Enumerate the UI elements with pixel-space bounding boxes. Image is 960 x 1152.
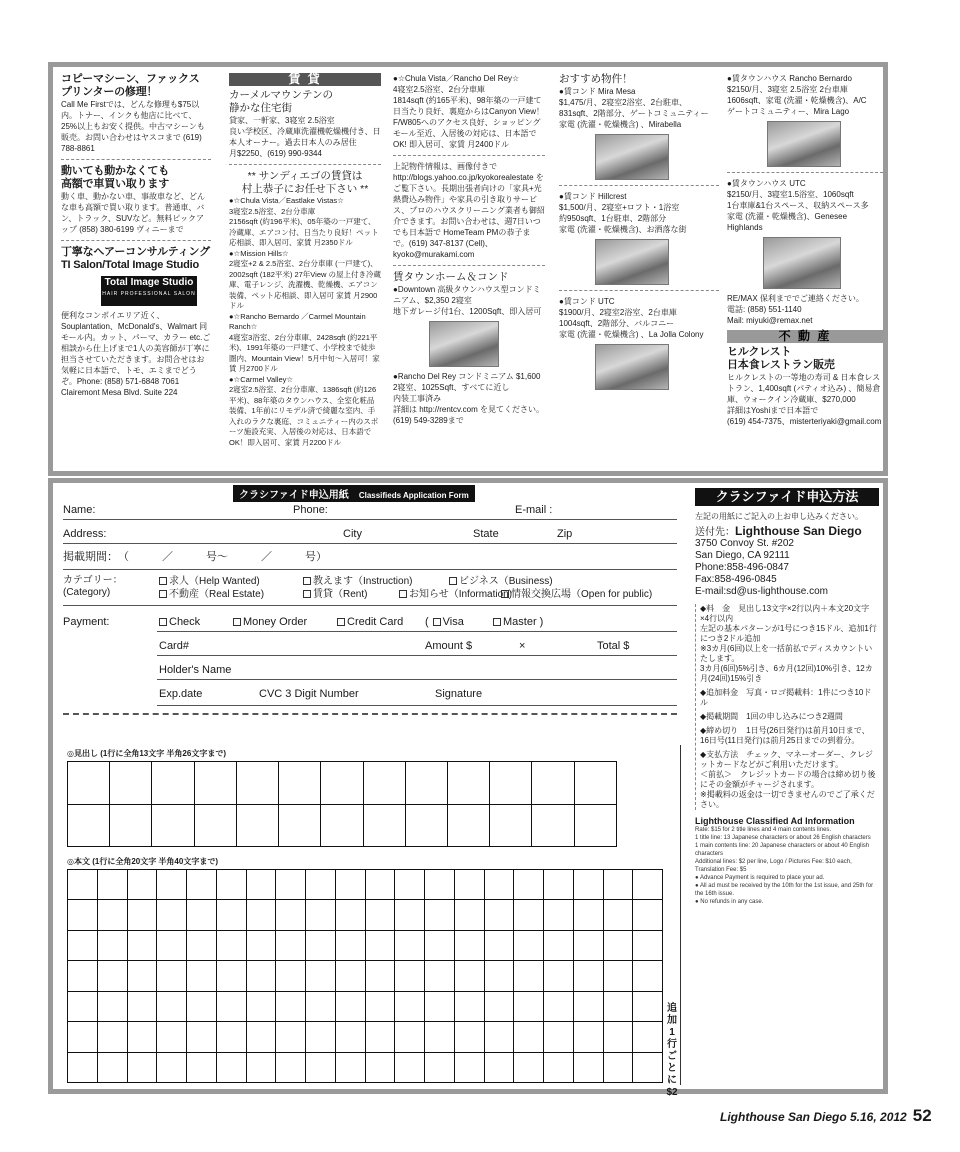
grid-cell[interactable]	[335, 991, 365, 1021]
times-sign: ×	[519, 640, 526, 652]
ad-subtitle: TI Salon/Total Image Studio	[61, 259, 200, 271]
grid-cell[interactable]	[97, 1052, 127, 1082]
ad-title: ヒルクレスト 日本食レストラン販売	[727, 346, 835, 371]
grid-cell[interactable]	[395, 991, 425, 1021]
extra-fee-info: ◆追加料金 写真・ロゴ掲載料：1件につき10ドル	[700, 688, 872, 707]
grid-cell[interactable]	[633, 1022, 663, 1052]
grid-cell[interactable]	[454, 870, 484, 900]
payment-label: Payment:	[63, 616, 110, 628]
grid-cell[interactable]	[514, 991, 544, 1021]
grid-cell[interactable]	[335, 1022, 365, 1052]
grid-cell[interactable]	[633, 900, 663, 930]
grid-cell[interactable]	[532, 804, 574, 847]
company-name: Lighthouse San Diego	[735, 524, 862, 538]
grid-cell[interactable]	[68, 961, 98, 991]
headline-instruction: ◎見出し (1行に全角13文字 半角26文字まで)	[67, 749, 226, 758]
grid-cell[interactable]	[425, 1022, 455, 1052]
grid-cell[interactable]	[395, 1052, 425, 1082]
grid-cell[interactable]	[152, 762, 194, 805]
category-rent[interactable]: 賃貸（Rent)	[303, 588, 367, 602]
grid-cell[interactable]	[97, 930, 127, 960]
category-business[interactable]: ビジネス（Business)	[449, 575, 553, 589]
grid-cell[interactable]	[306, 1022, 336, 1052]
grid-cell[interactable]	[365, 870, 395, 900]
grid-cell[interactable]	[68, 870, 98, 900]
zip-label: Zip	[557, 528, 573, 540]
grid-cell[interactable]	[573, 1052, 603, 1082]
grid-cell[interactable]	[216, 930, 246, 960]
grid-cell[interactable]	[187, 961, 217, 991]
grid-cell[interactable]	[603, 930, 633, 960]
grid-cell[interactable]	[276, 991, 306, 1021]
payment-master[interactable]: Master )	[493, 615, 543, 629]
period-info: ◆掲載期間 1回の申し込みにつき2週間	[700, 712, 843, 721]
page-footer	[720, 1106, 932, 1126]
grid-cell[interactable]	[187, 1052, 217, 1082]
grid-cell[interactable]	[454, 991, 484, 1021]
grid-cell[interactable]	[216, 1052, 246, 1082]
grid-cell[interactable]	[194, 762, 236, 805]
grid-cell[interactable]	[454, 900, 484, 930]
page-number: 52	[912, 1106, 932, 1125]
grid-cell[interactable]	[97, 900, 127, 930]
grid-cell[interactable]	[365, 1022, 395, 1052]
grid-cell[interactable]	[603, 1022, 633, 1052]
grid-cell[interactable]	[365, 930, 395, 960]
grid-cell[interactable]	[395, 961, 425, 991]
ad-title: 丁寧なヘアーコンサルティング	[61, 246, 210, 258]
grid-cell[interactable]	[246, 961, 276, 991]
grid-cell[interactable]	[365, 900, 395, 930]
listing-photo	[767, 121, 841, 167]
rent-section-bar: 賃 貸	[229, 73, 381, 86]
grid-cell[interactable]	[157, 961, 187, 991]
grid-cell[interactable]	[68, 1022, 98, 1052]
grid-cell[interactable]	[157, 1022, 187, 1052]
grid-cell[interactable]	[490, 804, 532, 847]
grid-cell[interactable]	[633, 991, 663, 1021]
grid-cell[interactable]	[633, 1052, 663, 1082]
grid-cell[interactable]	[127, 991, 157, 1021]
grid-cell[interactable]	[454, 1022, 484, 1052]
grid-cell[interactable]	[365, 991, 395, 1021]
ad-body: ●☆Chula Vista／Rancho Del Rey☆ 4寝室2.5浴室、2台分車庫 1814sqft (約165平米)、98年築の一戸建て日当たり良好、裏庭からはCanyon View！ F/W805へのアクセス良好、ショッピングモール至近、入居後の対応は、日本語でOK! 即入居可、家賃 月2400ドル	[393, 74, 544, 149]
grid-cell[interactable]	[365, 1052, 395, 1082]
ad-title: おすすめ物件！	[559, 73, 633, 85]
ad-title: 動いても動かなくても 高額で車買い取ります	[61, 165, 169, 190]
grid-cell[interactable]	[246, 900, 276, 930]
grid-cell[interactable]	[68, 1052, 98, 1082]
footer-publication: Lighthouse San Diego 5.16, 2012	[720, 1110, 907, 1124]
grid-cell[interactable]	[110, 762, 152, 805]
ad-body: 貸家、一軒家、3寝室 2.5浴室 良い学校区、冷蔵庫洗濯機乾燥機付き、日本人オーナー。過去日本人のみ居住 月$2250、(619) 990-9344	[229, 116, 381, 158]
grid-cell[interactable]	[216, 900, 246, 930]
grid-cell[interactable]	[187, 870, 217, 900]
cvc-label: CVC 3 Digit Number	[259, 688, 359, 700]
grid-cell[interactable]	[395, 1022, 425, 1052]
grid-cell[interactable]	[321, 762, 363, 805]
grid-cell[interactable]	[216, 1022, 246, 1052]
grid-cell[interactable]	[490, 762, 532, 805]
grid-cell[interactable]	[335, 961, 365, 991]
grid-cell[interactable]	[484, 961, 514, 991]
grid-cell[interactable]	[110, 804, 152, 847]
grid-cell[interactable]	[68, 991, 98, 1021]
grid-cell[interactable]	[216, 991, 246, 1021]
grid-cell[interactable]	[484, 900, 514, 930]
application-instructions: クラシファイド申込方法 左記の用紙にご記入の上お申し込みください。 送付先：Lighthouse San Diego 3750 Convoy St. #202 San Diego, CA 92111 Phone:858-496-0847 Fax:858-496-0845 E-mail:sd@us-lighthouse.com ◆料 金 見出し13文字×2行以内＋本文20文字×4行以内 左記の基本パターンが1号につき15ドル、追加1行につき2ドル追加 ※3カ月(6回)以上を一括前払でディスカウントいたします。 3カ月(6回)5%引き、6カ月(12回)10%引き、12カ月(24回)15%引き ◆追加料金 写真・ロゴ掲載料：1件につき10ドル ◆掲載期間 1回の申し込みにつき2週間 ◆締め切り 1日号(26日発行)は前月10日まで、16日号(11日発行)は前月25日までの到着分。 ◆支払方法 チェック、マネーオーダー、クレジットカードなどがご利用いただけます。 ＜前払＞ クレジットカードの場合は締め切り後にその金額がチャージされます。 ※掲載料の返金は一切できませんのでご了承ください。 Lighthouse Classified Ad Information Rate: $15 for 2 title lines and 4 main contents lines. 1 title line: 13 Japanese characters or about 26 English characters 1 main contents line: 20 Japanese characters or about 40 English characters Additional lines: $2 per line, Logo / Pictures Fee: $10 each, Translation Fee: $5 ● Advance Payment is required to place your ad. ● All ad must be received by the 10th for the 1st issue, and 25th for the 16th issue. ● No refunds in any case.	[689, 483, 883, 1089]
grid-cell[interactable]	[246, 930, 276, 960]
grid-cell[interactable]	[573, 900, 603, 930]
grid-cell[interactable]	[276, 961, 306, 991]
english-info-title: Lighthouse Classified Ad Information	[695, 816, 855, 826]
grid-cell[interactable]	[425, 961, 455, 991]
exp-date-label: Exp.date	[159, 688, 203, 700]
grid-cell[interactable]	[454, 1052, 484, 1082]
grid-cell[interactable]	[306, 870, 336, 900]
grid-cell[interactable]	[306, 991, 336, 1021]
grid-cell[interactable]	[544, 900, 574, 930]
grid-cell[interactable]	[306, 900, 336, 930]
grid-cell[interactable]	[425, 900, 455, 930]
grid-cell[interactable]	[97, 1022, 127, 1052]
grid-cell[interactable]	[306, 961, 336, 991]
grid-cell[interactable]	[395, 870, 425, 900]
listing: ●賃コンド UTC $1900/月、2寝室2浴室、2台車庫 1004sqft、2階部分、バルコニー 家電 (洗濯・乾燥機含) 、La Jolla Colony	[559, 297, 704, 339]
grid-cell[interactable]	[405, 804, 447, 847]
grid-cell[interactable]	[425, 930, 455, 960]
headline-grid[interactable]	[67, 761, 617, 847]
body-instruction: ◎本文 (1行に全角20文字 半角40文字まで)	[67, 857, 218, 866]
grid-cell[interactable]	[574, 804, 616, 847]
instructions-intro: 左記の用紙にご記入の上お申し込みください。	[695, 512, 863, 521]
grid-cell[interactable]	[395, 930, 425, 960]
ad-title: コピーマシーン、ファックス プリンターの修理！	[61, 73, 200, 98]
grid-cell[interactable]	[236, 762, 278, 805]
grid-cell[interactable]	[544, 1052, 574, 1082]
holder-name-label: Holder's Name	[159, 664, 232, 676]
grid-cell[interactable]	[544, 961, 574, 991]
card-number-field[interactable]	[157, 655, 677, 656]
listing: ●賃タウンハウス Rancho Bernardo $2150/月、3寝室 2.5浴室 2台車庫 1606sqft、家電 (洗濯・乾燥機含)、A/C ゲートコミュニティー、Mira Lago	[727, 74, 867, 116]
grid-cell[interactable]	[447, 762, 489, 805]
state-label: State	[473, 528, 499, 540]
grid-cell[interactable]	[514, 870, 544, 900]
form-title: クラシファイド申込用紙 Classifieds Application Form	[233, 485, 475, 502]
salon-logo: Total Image Studio HAIR PROFESSIONAL SALON	[101, 276, 197, 306]
name-field[interactable]	[63, 519, 677, 520]
ads-column-4	[559, 73, 719, 394]
grid-cell[interactable]	[127, 1022, 157, 1052]
payment-info: ◆支払方法 チェック、マネーオーダー、クレジットカードなどがご利用いただけます。 ＜前払＞ クレジットカードの場合は締め切り後にその金額がチャージされます。 ※掲載料の返金は一切できませんのでご了承ください。	[700, 750, 876, 809]
listing: ●賃コンド Hillcrest $1,500/月、2寝室+ロフト・1浴室 約950sqft、1台駐車、2階部分 家電 (洗濯・乾燥機含)、お洒落な街	[559, 192, 687, 234]
ad-body: ●Rancho Del Rey コンドミニアム $1,600 2寝室、1025Sqft、すべてに近し 内装工事済み 詳細は http://rentcv.com を見てください。(619) 549-3289まで	[393, 372, 544, 425]
category-information[interactable]: お知らせ（Information)	[399, 588, 512, 602]
grid-cell[interactable]	[514, 961, 544, 991]
grid-cell[interactable]	[573, 961, 603, 991]
grid-cell[interactable]	[187, 900, 217, 930]
ad-body: 便利なコンボイエリア近く、Souplantation、McDonald's、Walmart 同モール内。カット、パーマ、カラー etc.ご相談から仕上げまで1人の美容師が丁寧に担当させていただきます。お問合せはお気軽に日本語で、トモ、エミまでどうぞ。Phone: (858) 571-6848 7061 Clairemont Mesa Blvd. Suite 224	[61, 311, 211, 397]
city-label: City	[343, 528, 362, 540]
grid-cell[interactable]	[157, 870, 187, 900]
grid-cell[interactable]	[573, 1022, 603, 1052]
grid-cell[interactable]	[68, 930, 98, 960]
ads-column-3	[393, 73, 545, 426]
grid-cell[interactable]	[216, 961, 246, 991]
grid-cell[interactable]	[544, 1022, 574, 1052]
grid-cell[interactable]	[544, 870, 574, 900]
grid-cell[interactable]	[603, 870, 633, 900]
grid-cell[interactable]	[246, 870, 276, 900]
ad-body: ●☆Chula Vista／Eastlake Vistas☆ 3寝室2.5浴室、2台分車庫 2156sqft (約196平米)、05年築の一戸建て、冷蔵庫、エアコン付、日当たり良好！ペット応相談、即入居可、家賃 月2350ドル ●☆Mission Hills☆ 2寝室+2 & 2.5浴室、2台分車庫 (一戸建て)、2002sqft (182平米) 27年View の屋上付き冷蔵庫、電子レンジ、洗濯機、乾燥機、エアコン装備、ペット応相談、即入居可 家賃 月2900ドル ●☆Rancho Bernardo ／Carmel Mountain Ranch☆ 4寝室3浴室、2台分車庫、2428sqft (約221平米)、1991年築の一戸建て、小学校まで徒歩圏内、Mountain View！5月中旬～入居可！家賃 月2700ドル ●☆Carmel Valley☆ 2寝室2.5浴室、2台分車庫、1386sqft (約126平米)、88年築のタウンハウス、全室化粧品装備、1年前にリモデル済で綺麗な室内、手入れのラクな裏庭、コミュニティー内のスポーツ施設充実、入居後の対応は、日本語でOK！即入居可、家賃 月2200ドル	[229, 196, 381, 447]
grid-cell[interactable]	[454, 930, 484, 960]
grid-cell[interactable]	[573, 991, 603, 1021]
grid-cell[interactable]	[321, 804, 363, 847]
ad-title: 賃タウンホーム＆コンド	[393, 271, 509, 283]
listing-photo	[595, 134, 669, 180]
ad-title: カーメルマウンテンの 静かな住宅街	[229, 89, 333, 114]
grid-cell[interactable]	[603, 961, 633, 991]
grid-cell[interactable]	[335, 900, 365, 930]
grid-cell[interactable]	[68, 804, 110, 847]
ad-body: 上記物件情報は、画像付きで http://blogs.yahoo.co.jp/kyokorealestate をご覧下さい。長期出張者向けの「家具+光熱費込み物件」や家具の引き取りサービス、プロのハウスクリーニング業者も御紹介できます。お問い合わせは、週7日いつでも日本語で HomeTeam PMの恭子まで。(619) 347-8137 (Cell)、kyoko@murakami.com	[393, 162, 545, 259]
category-instruction[interactable]: 教えます（Instruction)	[303, 575, 412, 589]
grid-cell[interactable]	[365, 961, 395, 991]
grid-cell[interactable]	[447, 804, 489, 847]
grid-cell[interactable]	[633, 930, 663, 960]
grid-cell[interactable]	[603, 1052, 633, 1082]
grid-cell[interactable]	[532, 762, 574, 805]
grid-cell[interactable]	[246, 991, 276, 1021]
listing-photo	[595, 344, 669, 390]
grid-cell[interactable]	[335, 930, 365, 960]
grid-cell[interactable]	[157, 930, 187, 960]
grid-cell[interactable]	[484, 1022, 514, 1052]
grid-cell[interactable]	[236, 804, 278, 847]
real-estate-section-bar: 不 動 産	[727, 330, 883, 343]
grid-cell[interactable]	[363, 762, 405, 805]
grid-cell[interactable]	[603, 991, 633, 1021]
grid-cell[interactable]	[97, 991, 127, 1021]
listing-photo	[595, 239, 669, 285]
grid-cell[interactable]	[127, 900, 157, 930]
grid-cell[interactable]	[544, 991, 574, 1021]
grid-cell[interactable]	[454, 961, 484, 991]
grid-cell[interactable]	[127, 930, 157, 960]
fee-info: ◆料 金 見出し13文字×2行以内＋本文20文字×4行以内 左記の基本パターンが1号につき15ドル、追加1行につき2ドル追加 ※3カ月(6回)以上を一括前払でディスカウントいたします。 3カ月(6回)5%引き、6カ月(12回)10%引き、12カ月(24回)15%引き	[700, 604, 877, 683]
ad-title: ** サンディエゴの賃貸は 村上恭子にお任せ下さい **	[241, 170, 369, 195]
grid-cell[interactable]	[573, 870, 603, 900]
category-open-for-public[interactable]: 情報交換広場（Open for public)	[501, 588, 652, 602]
grid-cell[interactable]	[306, 930, 336, 960]
grid-cell[interactable]	[276, 1052, 306, 1082]
grid-cell[interactable]	[157, 900, 187, 930]
grid-cell[interactable]	[246, 1022, 276, 1052]
grid-cell[interactable]	[363, 804, 405, 847]
grid-cell[interactable]	[157, 991, 187, 1021]
ads-column-1	[61, 73, 211, 398]
ads-column-5	[727, 73, 883, 427]
english-info-body: Rate: $15 for 2 title lines and 4 main contents lines. 1 title line: 13 Japanese characters or about 26 English characters 1 main contents line: 20 Japanese characters or about 40 English characters Additional lines: $2 per line, Logo / Pictures Fee: $10 each, Translation Fee: $5 ● Advance Payment is required to place your ad. ● All ad must be received by the 10th for the 1st issue, and 25th for the 16th issue. ● No refunds in any case.	[695, 827, 874, 905]
grid-cell[interactable]	[484, 930, 514, 960]
grid-cell[interactable]	[194, 804, 236, 847]
category-help-wanted[interactable]: 求人（Help Wanted)	[159, 575, 260, 589]
company-address: 3750 Convoy St. #202 San Diego, CA 92111 Phone:858-496-0847 Fax:858-496-0845 E-mail:sd@us-lighthouse.com	[695, 538, 828, 597]
grid-cell[interactable]	[279, 762, 321, 805]
grid-cell[interactable]	[157, 1052, 187, 1082]
grid-cell[interactable]	[97, 870, 127, 900]
grid-cell[interactable]	[279, 804, 321, 847]
name-label: Name:	[63, 504, 96, 516]
period-label: 掲載期間： （ ／ 号～ ／ 号）	[63, 551, 327, 563]
ad-body: 動く車、動かない車、事故車など、どんな車も高額で買い取ります。普通車、バン、トラック、SUVなど。無料ピックアップ (858) 380-6199 ヴィニーまで	[61, 192, 205, 234]
grid-cell[interactable]	[216, 870, 246, 900]
grid-cell[interactable]	[187, 930, 217, 960]
grid-cell[interactable]	[425, 1052, 455, 1082]
grid-cell[interactable]	[276, 900, 306, 930]
grid-cell[interactable]	[187, 1022, 217, 1052]
payment-check[interactable]: Check	[159, 615, 200, 629]
condo-photo	[429, 321, 499, 367]
grid-cell[interactable]	[633, 961, 663, 991]
grid-cell[interactable]	[484, 870, 514, 900]
category-label: カテゴリー： (Category)	[63, 575, 123, 598]
exp-date-field[interactable]	[157, 705, 677, 706]
extra-line-note: 追加1行ごとに$2	[666, 1003, 678, 1098]
payment-visa[interactable]: ( Visa	[425, 616, 464, 628]
ad-body: ●Downtown 高級タウンハウス型コンドミニアム、$2,350 2寝室 地下ガレージ付1台、1200Sqft、即入居可	[393, 285, 542, 316]
listing: ●賃コンド Mira Mesa $1,475/月、2寝室2浴室、2台駐車、831sqft、2階部分、ゲートコミュニティー 家電 (洗濯・乾燥機含) 、Mirabella	[559, 87, 709, 129]
grid-cell[interactable]	[405, 762, 447, 805]
grid-cell[interactable]	[574, 762, 616, 805]
grid-cell[interactable]	[127, 870, 157, 900]
grid-cell[interactable]	[544, 930, 574, 960]
period-field[interactable]	[63, 569, 677, 570]
ad-body: Call Me Firstでは、どんな修理も$75以内。トナー、インクも他店に比べて、25%以上もお安く提供。中古マシーンも販売。お問い合わせはヤスコまで (619) 788-8861	[61, 100, 205, 153]
grid-cell[interactable]	[68, 900, 98, 930]
grid-cell[interactable]	[276, 870, 306, 900]
grid-cell[interactable]	[127, 961, 157, 991]
ad-body: ヒルクレストの一等地の寿司 & 日本食レストラン、1,400sqft (パティオ込み) 、簡易倉庫、ウォークイン冷蔵庫、$270,000 詳細はYoshiまで日本語で (619) 454-7375、misterteriyaki@gmail.com	[727, 373, 882, 426]
grid-cell[interactable]	[306, 1052, 336, 1082]
grid-cell[interactable]	[152, 804, 194, 847]
grid-cell[interactable]	[514, 900, 544, 930]
payment-money-order[interactable]: Money Order	[233, 615, 307, 629]
grid-cell[interactable]	[68, 762, 110, 805]
ads-column-2	[229, 73, 381, 448]
grid-cell[interactable]	[425, 991, 455, 1021]
grid-cell[interactable]	[276, 1022, 306, 1052]
address-field[interactable]	[63, 543, 677, 544]
grid-cell[interactable]	[484, 1052, 514, 1082]
grid-cell[interactable]	[395, 900, 425, 930]
total-label: Total $	[597, 640, 630, 652]
grid-cell[interactable]	[425, 870, 455, 900]
listing-photo	[763, 237, 841, 289]
grid-cell[interactable]	[603, 900, 633, 930]
phone-label: Phone:	[293, 504, 328, 516]
grid-cell[interactable]	[514, 1052, 544, 1082]
signature-label: Signature	[435, 688, 483, 700]
grid-cell[interactable]	[335, 870, 365, 900]
grid-cell[interactable]	[127, 1052, 157, 1082]
deadline-info: ◆締め切り 1日号(26日発行)は前月10日まで、16日号(11日発行)は前月25日までの到着分。	[700, 726, 870, 745]
instructions-title: クラシファイド申込方法	[695, 488, 879, 506]
amount-label: Amount $	[425, 640, 473, 652]
grid-cell[interactable]	[573, 930, 603, 960]
grid-cell[interactable]	[335, 1052, 365, 1082]
classified-ads-panel	[48, 62, 888, 476]
grid-cell[interactable]	[514, 1022, 544, 1052]
grid-cell[interactable]	[187, 991, 217, 1021]
card-number-label: Card#	[159, 640, 189, 652]
body-text-grid[interactable]	[67, 869, 663, 1083]
payment-credit-card[interactable]: Credit Card	[337, 615, 403, 629]
contact-info: RE/MAX 保利まででご連絡ください。 電話: (858) 551-1140 Mail: miyuki@remax.net	[727, 294, 864, 325]
grid-cell[interactable]	[246, 1052, 276, 1082]
application-form-panel	[48, 478, 888, 1098]
grid-cell[interactable]	[97, 961, 127, 991]
grid-cell[interactable]	[514, 930, 544, 960]
address-label: Address:	[63, 528, 107, 540]
email-label: E-mail :	[515, 504, 553, 516]
holder-name-field[interactable]	[157, 679, 677, 680]
grid-cell[interactable]	[484, 991, 514, 1021]
grid-cell[interactable]	[633, 870, 663, 900]
grid-cell[interactable]	[276, 930, 306, 960]
listing: ●賃タウンハウス UTC $2150/月、3寝室1.5浴室、1060sqft 1台車庫&1台スペース、収納スペース多 家電 (洗濯・乾燥機含)、Genesee Highlands	[727, 179, 869, 232]
category-real-estate[interactable]: 不動産（Real Estate)	[159, 588, 264, 602]
